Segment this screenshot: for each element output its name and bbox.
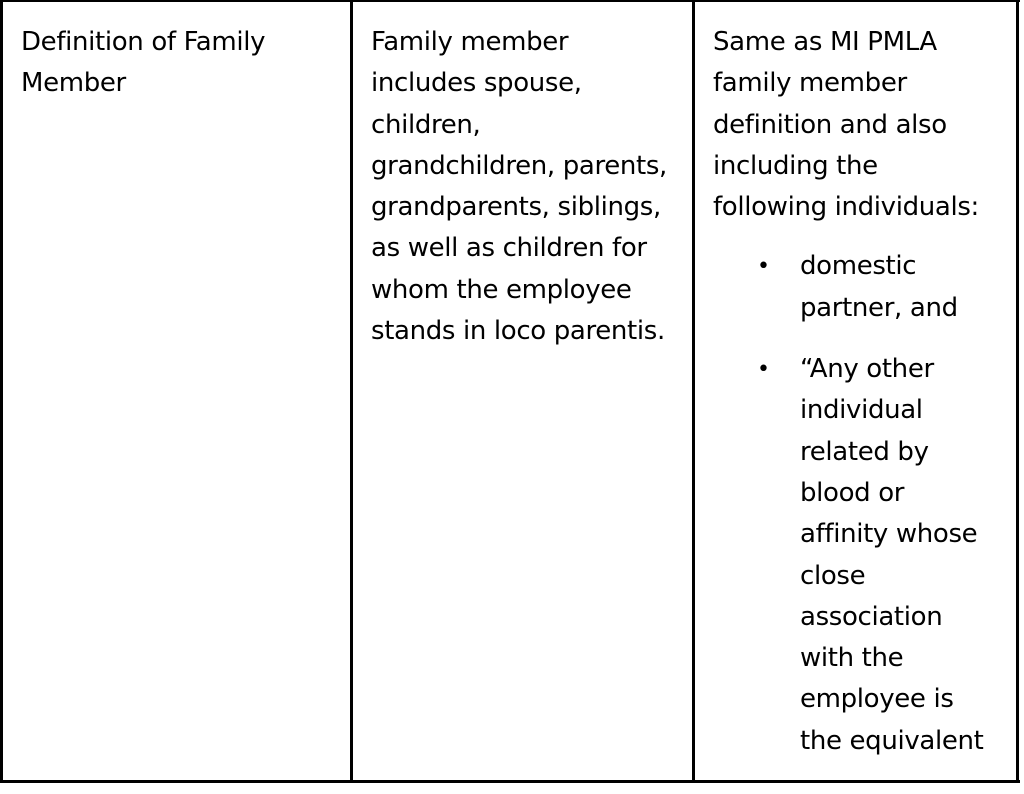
text-line: grandparents, siblings,	[371, 192, 661, 223]
bullet-icon: •	[757, 254, 770, 280]
text-line: Family member	[371, 27, 569, 57]
text-line: as well as children for	[371, 233, 647, 264]
text-line: affinity whose	[800, 519, 978, 550]
bullet-list	[713, 246, 1013, 762]
text-line: partner, and	[800, 292, 958, 323]
text-line: individual	[800, 395, 923, 426]
column-divider-2	[692, 0, 695, 783]
row-label-cell	[21, 22, 341, 105]
row-label-line: Member	[21, 68, 126, 99]
text-line: the equivalent	[800, 725, 984, 756]
mi-definition-cell	[713, 22, 1013, 782]
table-border-left	[0, 0, 3, 783]
text-line: domestic	[800, 251, 917, 282]
text-line: stands in loco parentis.	[371, 316, 665, 347]
row-label-line: Definition of Family	[21, 27, 266, 57]
list-item	[713, 349, 1013, 762]
text-line: Same as MI PMLA	[713, 27, 937, 57]
text-line: family member	[713, 68, 907, 99]
list-item	[713, 246, 1013, 329]
text-line: following individuals:	[713, 192, 979, 223]
text-line: whom the employee	[371, 274, 632, 305]
bullet-icon: •	[757, 357, 770, 383]
text-line: employee is	[800, 684, 954, 715]
text-line: blood or	[800, 477, 905, 508]
text-line: children,	[371, 109, 481, 140]
text-line: association	[800, 601, 943, 632]
text-line: related by	[800, 436, 929, 467]
federal-definition-cell	[371, 22, 689, 352]
text-line: includes spouse,	[371, 68, 582, 99]
text-line: definition and also	[713, 109, 947, 140]
table-border-right	[1016, 0, 1019, 783]
text-line: close	[800, 560, 866, 591]
text-line: including the	[713, 150, 878, 181]
column-divider-1	[350, 0, 353, 783]
text-line: grandchildren, parents,	[371, 150, 667, 181]
text-line: “Any other	[800, 354, 934, 385]
table-border-top	[0, 0, 1020, 2]
text-line: with the	[800, 643, 904, 674]
